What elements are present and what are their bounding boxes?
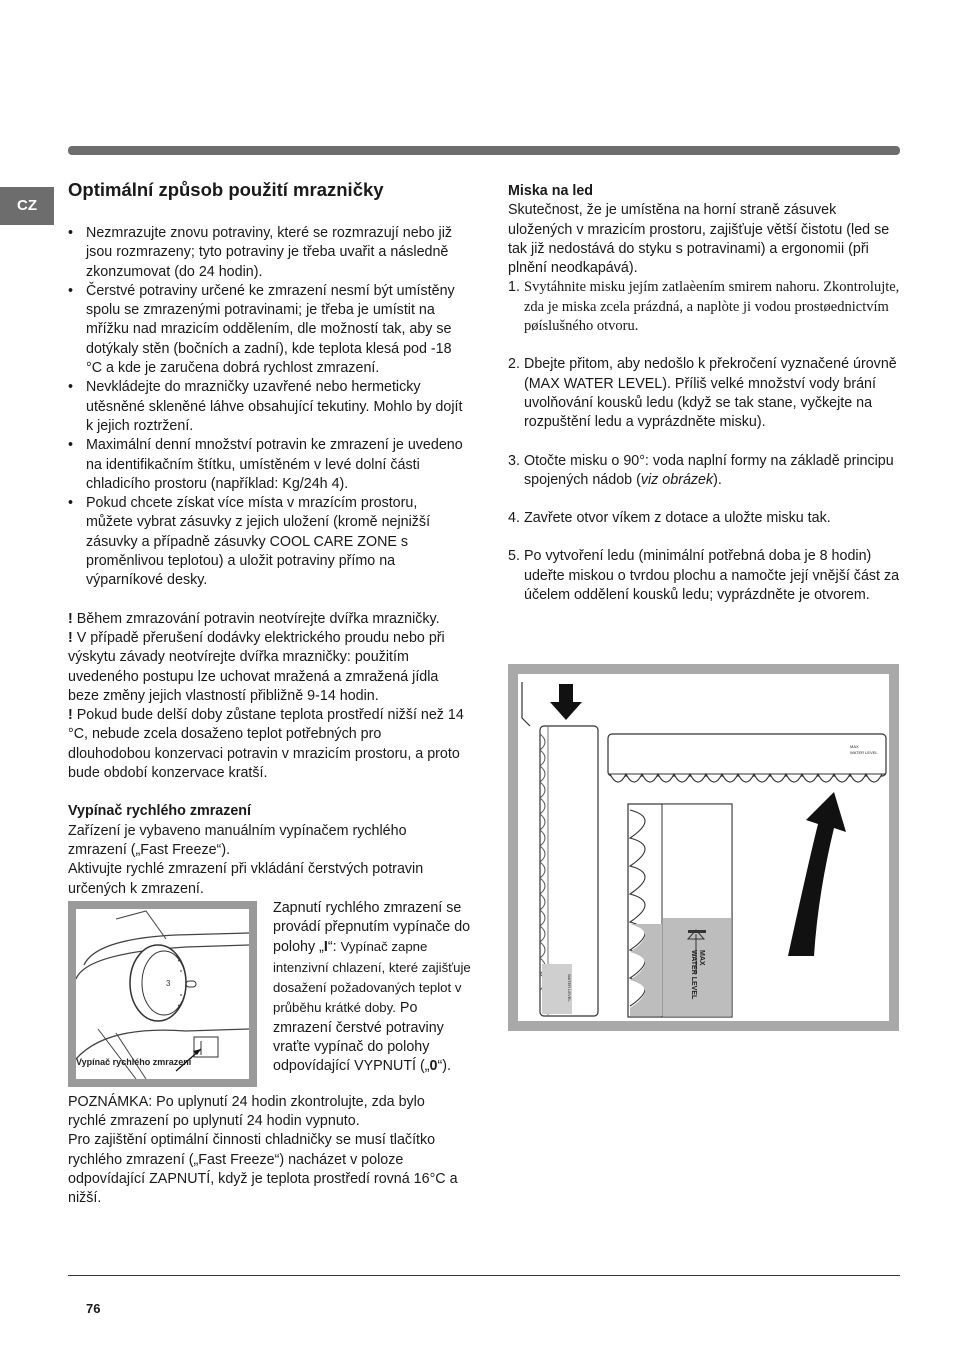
bullet-item: • Maximální denní množství potravin ke zmrazení je uvedeno na identifikačním štítku, umístěném v levé dolní části chladicího prostoru (například: Kg/24h 4). xyxy=(68,436,464,494)
bullet-item: • Nevkládejte do mrazničky uzavřené nebo hermeticky utěsněné skleněné láhve obsahující tekutiny. Mohlo by dojít k jejich roztržení. xyxy=(68,378,464,436)
left-column xyxy=(68,178,471,1209)
fast-freeze-illustration xyxy=(68,901,257,1087)
ice-tray-intro: Skutečnost, že je umístěna na horní straně zásuvek uložených v mrazicím prostoru, zajišťuje větší čistotu (led se tak již nedostává do styku s potravinami) a ergonomii (při plnění neodkapává). xyxy=(508,202,890,277)
fast-freeze-intro: Aktivujte rychlé zmrazení při vkládání čerstvých potravin určených k zmrazení. xyxy=(68,861,424,897)
top-rule xyxy=(68,146,900,155)
warning-mark: ! xyxy=(68,610,73,627)
bottom-rule xyxy=(68,1275,900,1276)
step-item: 4. Zavřete otvor víkem z dotace a uložte misku tak. xyxy=(508,510,831,527)
section-heading: Optimální způsob použití mrazničky xyxy=(68,179,384,200)
bullet-item: • Nezmrazujte znovu potraviny, které se rozmrazují nebo již jsou rozmrazeny; tyto potraviny je třeba uvařit a následně zkonzumovat (do 24 hodin). xyxy=(68,224,464,282)
ice-tray-heading: Miska na led xyxy=(508,183,594,199)
bullet-list xyxy=(68,224,464,591)
fast-freeze-section xyxy=(68,802,471,1208)
fast-freeze-intro: Zařízení je vybaveno manuálním vypínačem rychlého zmrazení („Fast Freeze“). xyxy=(68,822,407,858)
max-label: MAX xyxy=(698,950,705,966)
language-tab: CZ xyxy=(0,187,54,225)
right-column xyxy=(508,182,903,624)
step-item: 2. Dbejte přitom, aby nedošlo k překročení vyznačené úrovně (MAX WATER LEVEL). Příliš velké množství vody brání uvolňování kousků ledu (když se tak stane, vyčkejte na rozpuštění ledu a vyprázdněte misku). xyxy=(508,356,897,431)
fast-freeze-instructions: Zapnutí rychlého zmrazení se provádí přepnutím vypínače do polohy „I“: Vypínač zapne intenzivní chlazení, které zajišťuje dosažení požadovaných teplot v průběhu krátké doby. Po zmrazení čerstvé potraviny vraťte vypínač do polohy odpovídající VYPNUTÍ („0“). xyxy=(273,899,471,1075)
figure-caption: Vypínač rychlého zmrazení xyxy=(76,1056,192,1067)
warning-item: ! Pokud bude delší doby zůstane teplota prostředí nižší než 14 °C, nebude zcela dosaženo teplot potřebných pro dlouhodobou konzervaci potravin v mrazicím prostoru, a proto bude období konzervace kratší. xyxy=(68,707,464,782)
water-level-label: WATER LEVEL xyxy=(690,950,697,1000)
ice-tray-illustration xyxy=(508,664,899,1031)
page-number: 76 xyxy=(86,1301,101,1316)
dial-mark: 3 xyxy=(166,978,171,988)
ice-tray-steps xyxy=(508,278,903,605)
ice-tray-drawing xyxy=(518,674,889,1021)
bullet-item: • Pokud chcete získat více místa v mrazícím prostoru, můžete vybrat zásuvky z jejich uložení (kromě nejnižší zásuvky a případně zásuvky COOL CARE ZONE s proměnlivou teplotou) a uložit potraviny přímo na výparníkové desky. xyxy=(68,494,464,590)
step-item: 1. Svytáhnite misku jejím zatlaèením smirem nahoru. Zkontrolujte, zda je miska zcela prázdná, a naplòte ji vodou prostøednictvím pøíslušného otvoru. xyxy=(508,279,900,335)
fast-freeze-heading: Vypínač rychlého zmrazení xyxy=(68,803,252,820)
warning-item: ! V případě přerušení dodávky elektrického proudu nebo při výskytu závady neotvírejte dvířka mrazničky: použitím uvedeného postupu lze uchovat mražená a zmražená jídla beze změny jejich vlastností přibližně 9-14 hodin. xyxy=(68,629,445,704)
water-level-label-small: WATER LEVEL xyxy=(850,750,878,755)
fast-freeze-figure-block xyxy=(68,899,471,1093)
warning-mark: ! xyxy=(68,707,73,724)
warnings xyxy=(68,610,464,784)
bullet-item: • Čerstvé potraviny určené ke zmrazení nesmí být umístěny spolu se zmrazenými potravinami; je třeba je umístit na mřížku nad mrazicím oddělením, dle možností tak, aby se dotýkaly stěn (bočních a zadní), kde teplota klesá pod -18 °C a kde je zaručena dobrá rychlost zmrazení. xyxy=(68,282,464,378)
step-item: 3. Otočte misku o 90°: voda naplní formy na základě principu spojených nádob (viz obrázek). xyxy=(508,452,894,488)
control-panel-drawing xyxy=(76,909,249,1079)
warning-item: ! Během zmrazování potravin neotvírejte dvířka mrazničky. xyxy=(68,610,440,627)
fast-freeze-note: Pro zajištění optimální činnosti chladničky se musí tlačítko rychlého zmrazení („Fast Freeze“) nacházet v poloze odpovídající ZAPNUTÍ, když je teplota prostředí rovná 16°C a nižší. xyxy=(68,1132,458,1207)
max-label-small: MAX xyxy=(850,744,859,749)
water-level-label-vertical: WATER LEVEL xyxy=(567,974,572,1002)
warning-mark: ! xyxy=(68,629,73,646)
step-item: 5. Po vytvoření ledu (minimální potřebná doba je 8 hodin) udeřte miskou o tvrdou plochu a namočte její vnější část za účelem oddělení kousků ledu; vyprázdněte je otvorem. xyxy=(508,548,900,604)
fast-freeze-note: POZNÁMKA: Po uplynutí 24 hodin zkontrolujte, zda bylo rychlé zmrazení po uplynutí 24 hodin vypnuto. xyxy=(68,1093,425,1130)
